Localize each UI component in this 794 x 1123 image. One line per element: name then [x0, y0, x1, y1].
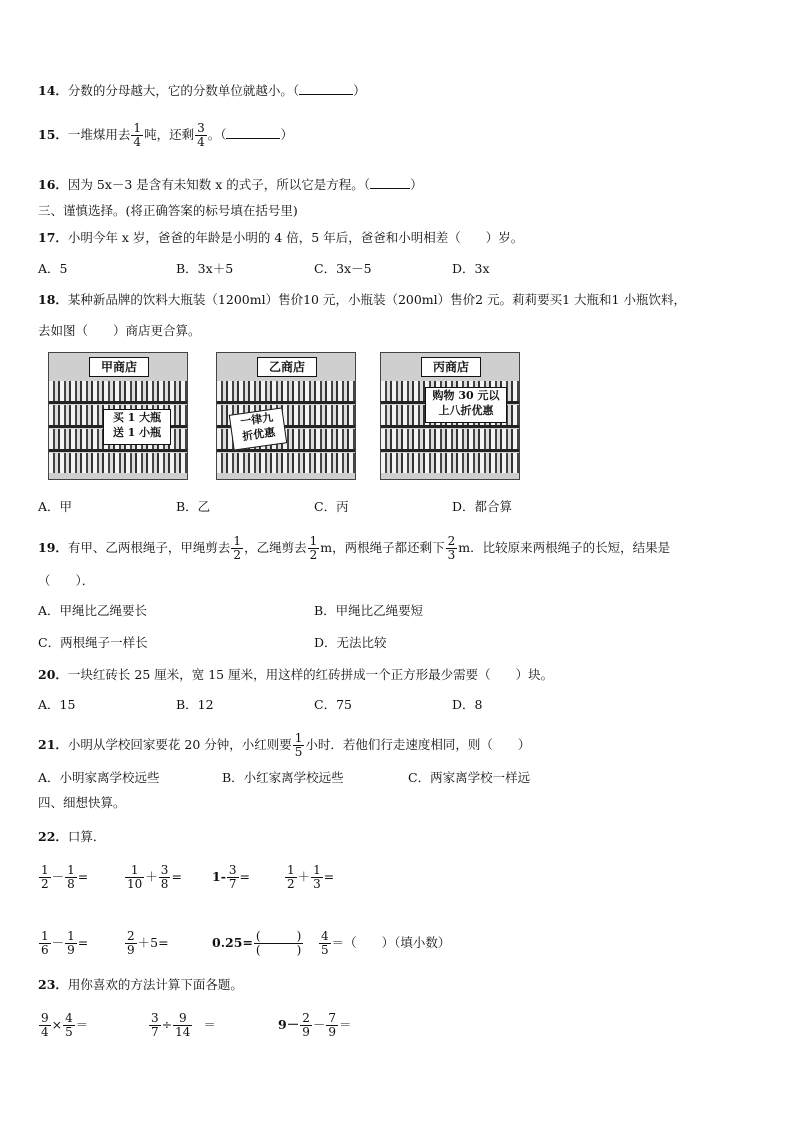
mental-math-item: $\frac{1}{2}$ ＋ $\frac{1}{3}$ = [287, 863, 335, 891]
question-number: 21． [38, 737, 68, 752]
option-a[interactable]: A．小明家离学校远些 [38, 770, 160, 785]
fraction: $\frac{2}{3}$ [447, 534, 456, 562]
question-text: 一堆煤用去 [67, 127, 131, 142]
shop-photo-bing [380, 352, 520, 480]
option-b[interactable]: B．甲绳比乙绳要短 [314, 603, 424, 618]
shop-title: 丙商店 [421, 357, 481, 377]
question-text: m．比较原来两根绳子的长短，结果是 [458, 540, 671, 555]
shop-title: 甲商店 [89, 357, 149, 377]
fraction: $\frac{1}{2}$ [309, 534, 318, 562]
question-18-line2: 去如图（ ）商店更合算。 [38, 323, 201, 338]
question-number: 18． [38, 292, 68, 307]
promo-sign: 买 1 大瓶 送 1 小瓶 [103, 409, 171, 445]
option-b[interactable]: B．3x＋5 [176, 261, 234, 276]
question-text: 某种新品牌的饮料大瓶装（1200ml）售价10 元，小瓶装（200ml）售价2 元。莉莉要买1 大瓶和1 小瓶饮料， [67, 292, 686, 307]
question-text: 小明今年 x 岁，爸爸的年龄是小明的 4 倍，5 年后，爸爸和小明相差（ ）岁。 [67, 230, 524, 245]
option-a[interactable]: A．甲 [38, 499, 73, 514]
fraction: $\frac{1}{4}$ [133, 121, 142, 149]
question-number: 16． [38, 177, 68, 192]
question-text: 小明从学校回家要花 20 分钟，小红则要 [67, 737, 292, 752]
question-19 [38, 535, 670, 562]
question-18 [38, 291, 686, 309]
section-heading-3: 三、谨慎选择。(将正确答案的标号填在括号里) [38, 203, 298, 218]
option-c[interactable]: C．3x－5 [314, 261, 372, 276]
question-number: 19． [38, 540, 68, 555]
answer-blank[interactable] [299, 82, 353, 95]
option-a[interactable]: A．15 [38, 697, 76, 712]
calc-expression: $\frac{9}{4}$ × $\frac{4}{5}$ ＝ [41, 1011, 89, 1039]
calc-expression: $\frac{3}{7}$ ÷ $\frac{9}{14}$ ＝ [151, 1011, 216, 1039]
option-c[interactable]: C．两家离学校一样远 [408, 770, 531, 785]
option-d[interactable]: D．无法比较 [314, 635, 387, 650]
question-text: 一块红砖长 25 厘米，宽 15 厘米，用这样的红砖拼成一个正方形最少需要（ ）块。 [67, 667, 554, 682]
calc-expression: 9－ $\frac{2}{9}$ － $\frac{7}{9}$ ＝ [278, 1011, 352, 1039]
question-21 [38, 732, 530, 759]
shop-photo-yi [216, 352, 356, 480]
option-a[interactable]: A．甲绳比乙绳要长 [38, 603, 148, 618]
option-b[interactable]: B．12 [176, 697, 214, 712]
question-number: 23． [38, 977, 68, 992]
paren-close: ） [410, 177, 423, 192]
option-c[interactable]: C．丙 [314, 499, 349, 514]
question-number: 17． [38, 230, 68, 245]
option-c[interactable]: C．两根绳子一样长 [38, 635, 148, 650]
question-text: 用你喜欢的方法计算下面各题。 [67, 977, 243, 992]
option-a[interactable]: A．5 [38, 261, 68, 276]
question-number: 15． [38, 127, 68, 142]
question-text: m，两根绳子都还剩下 [320, 540, 445, 555]
question-16 [38, 176, 423, 194]
fraction: $\frac{1}{5}$ [294, 731, 303, 759]
question-22 [38, 828, 105, 846]
mental-math-item: $\frac{1}{6}$ － $\frac{1}{9}$ = [41, 929, 89, 957]
promo-sign: 购物 30 元以 上八折优惠 [425, 387, 507, 423]
section-heading-4: 四、细想快算。 [38, 795, 126, 810]
question-text: 因为 5x－3 是含有未知数 x 的式子，所以它是方程。（ [67, 177, 371, 192]
fraction: $\frac{1}{2}$ [233, 534, 242, 562]
question-20 [38, 666, 553, 684]
promo-sign: 一律九 折优惠 [229, 407, 287, 450]
question-number: 22． [38, 829, 68, 844]
question-text: ，乙绳剪去 [244, 540, 307, 555]
option-b[interactable]: B．小红家离学校远些 [222, 770, 344, 785]
question-number: 20． [38, 667, 68, 682]
option-b[interactable]: B．乙 [176, 499, 211, 514]
option-d[interactable]: D．3x [452, 261, 490, 276]
question-text: 吨，还剩 [144, 127, 195, 142]
mental-math-item: $\frac{2}{9}$ ＋5= [127, 929, 169, 957]
fraction: $\frac{3}{4}$ [197, 121, 205, 149]
question-text: 有甲、乙两根绳子，甲绳剪去 [67, 540, 231, 555]
question-19-line2: （ ）． [38, 573, 95, 588]
mental-math-item: 1- $\frac{3}{7}$ = [212, 863, 251, 891]
shop-photo-jia [48, 352, 188, 480]
mental-math-item: $\frac{1}{2}$ － $\frac{1}{8}$ = [41, 863, 89, 891]
question-text: 。（ [207, 127, 227, 142]
mental-math-item[interactable]: $\frac{4}{5}$ ＝（ ）（填小数） [321, 929, 451, 957]
answer-blank[interactable] [226, 126, 280, 139]
question-17 [38, 229, 523, 247]
question-23 [38, 976, 243, 994]
question-text: 分数的分母越大，它的分数单位就越小。（ [67, 83, 300, 98]
shop-title: 乙商店 [257, 357, 317, 377]
paren-close: ） [280, 127, 293, 142]
question-text: 小时．若他们行走速度相同，则（ ） [305, 737, 531, 752]
option-d[interactable]: D．都合算 [452, 499, 513, 514]
paren-close: ） [353, 83, 366, 98]
question-text: 口算． [67, 829, 106, 844]
question-14 [38, 82, 366, 100]
answer-blank[interactable] [370, 176, 410, 189]
option-c[interactable]: C．75 [314, 697, 352, 712]
mental-math-item[interactable]: 0.25= $\frac{( )}{( )}$ [212, 929, 302, 957]
question-15 [38, 122, 293, 149]
mental-math-item: $\frac{1}{10}$ ＋ $\frac{3}{8}$ = [127, 863, 182, 891]
question-number: 14． [38, 83, 68, 98]
option-d[interactable]: D．8 [452, 697, 483, 712]
